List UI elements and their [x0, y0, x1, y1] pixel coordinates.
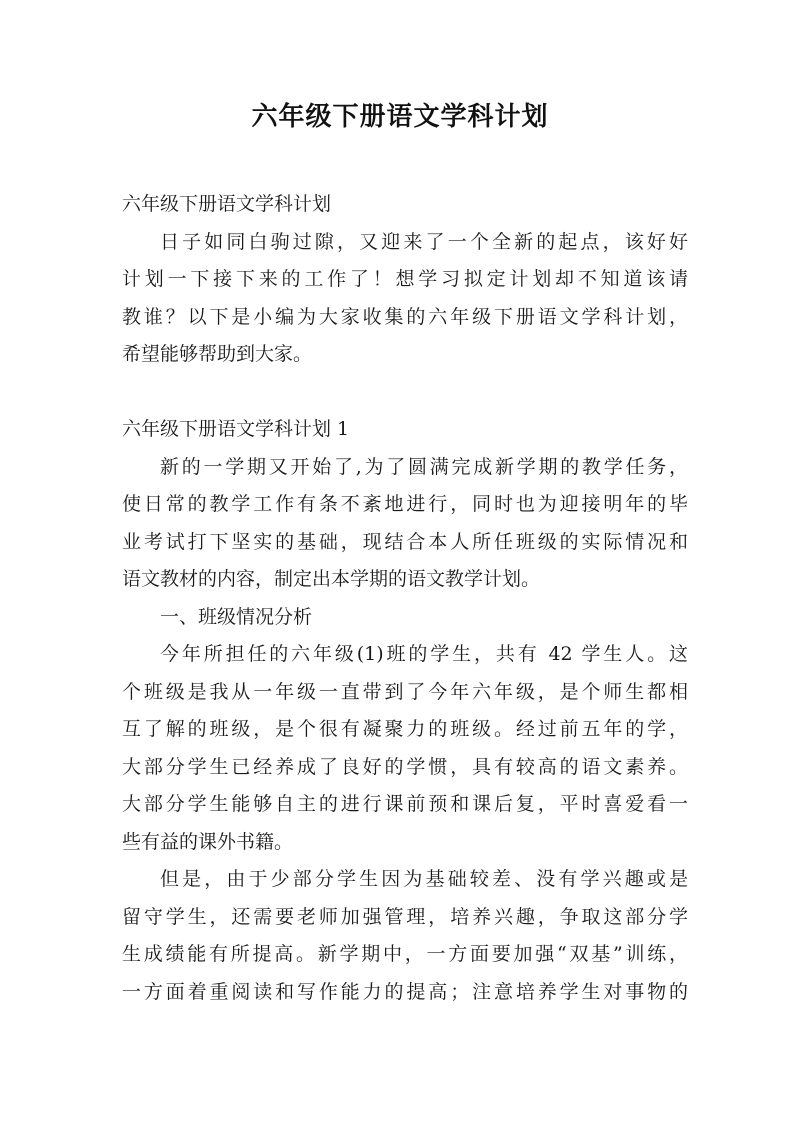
paragraph-line: 留守学生，还需要老师加强管理，培养兴趣，争取这部分学	[122, 905, 688, 928]
document-title: 六年级下册语文学科计划	[251, 102, 549, 132]
subsection-heading: 一、班级情况分析	[160, 605, 313, 628]
paragraph-line: 希望能够帮助到大家。	[122, 343, 313, 365]
document-body	[122, 186, 688, 1011]
paragraph-line: 个班级是我从一年级一直带到了今年六年级，是个师生都相	[122, 680, 688, 703]
paragraph-line: 新的一学期又开始了,为了圆满完成新学期的教学任务，	[160, 455, 688, 478]
paragraph-line: 生成绩能有所提高。新学期中，一方面要加强“双基”训练，	[122, 943, 688, 965]
paragraph-gap	[122, 374, 688, 412]
paragraph-line: 使日常的教学工作有条不紊地进行，同时也为迎接明年的毕	[122, 493, 688, 515]
paragraph-line: 语文教材的内容，制定出本学期的语文教学计划。	[122, 568, 541, 590]
paragraph-line: 大部分学生能够自主的进行课前预和课后复，平时喜爱看一	[122, 793, 688, 815]
paragraph-line: 今年所担任的六年级(1)班的学生，共有 42 学生人。这	[160, 643, 688, 665]
section-heading: 六年级下册语文学科计划	[122, 193, 332, 215]
paragraph-line: 日子如同白驹过隙，又迎来了一个全新的起点，该好好	[160, 230, 688, 253]
paragraph-line: 大部分学生已经养成了良好的学惯，具有较高的语文素养。	[122, 755, 688, 778]
paragraph-line: 业考试打下坚实的基础，现结合本人所任班级的实际情况和	[122, 530, 688, 553]
section-heading: 六年级下册语文学科计划 1	[122, 418, 350, 440]
paragraph-line: 但是，由于少部分学生因为基础较差、没有学兴趣或是	[160, 868, 688, 890]
paragraph-line: 一方面着重阅读和写作能力的提高；注意培养学生对事物的	[122, 980, 688, 1003]
paragraph-line: 互了解的班级，是个很有凝聚力的班级。经过前五年的学，	[122, 718, 688, 740]
paragraph-line: 些有益的课外书籍。	[122, 830, 294, 853]
paragraph-line: 教谁？以下是小编为大家收集的六年级下册语文学科计划，	[122, 305, 688, 328]
paragraph-line: 计划一下接下来的工作了！想学习拟定计划却不知道该请	[122, 268, 688, 290]
